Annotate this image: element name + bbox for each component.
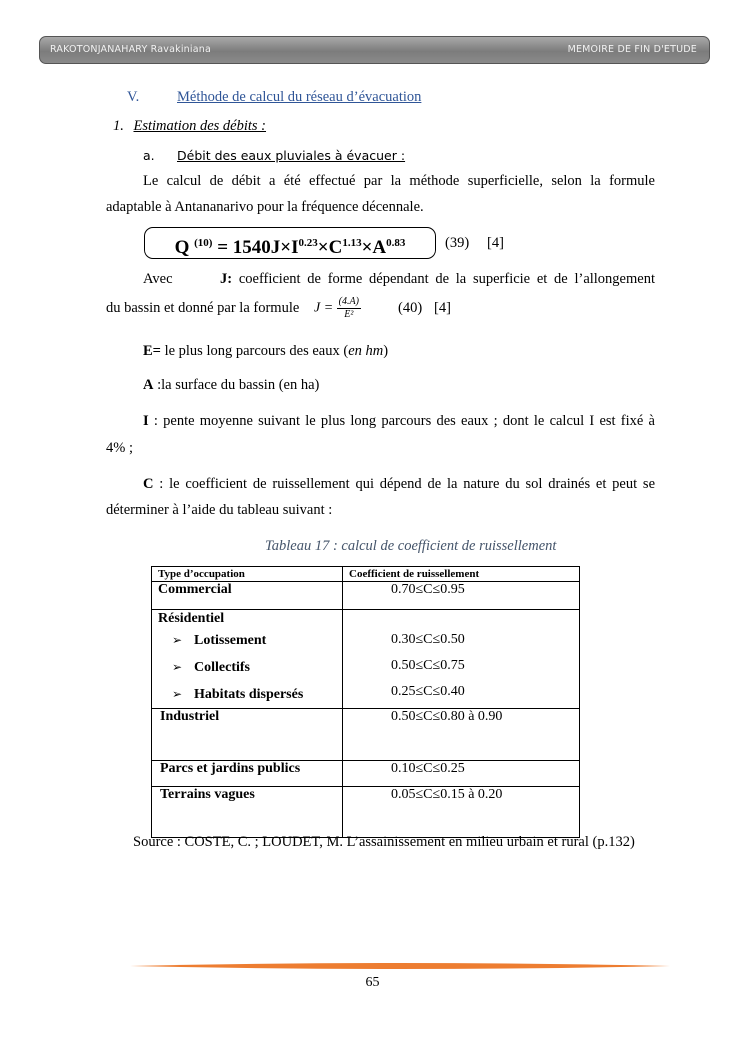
def-j-label: J: [220,271,233,287]
def-c-label: C [143,476,154,492]
table-header-type: Type d’occupation [152,567,343,582]
row-commercial-type: Commercial [152,582,343,610]
row-collectifs-coef: 0.50≤C≤0.75 [391,658,465,673]
formula-40 [314,296,361,321]
def-c-text: : le coefficient de ruissellement qui dépend de la nature du sol drainés et peut se [153,476,655,492]
formula-c: ×C [317,237,343,258]
row-lotissement-label: Lotissement [194,633,267,648]
row-collectifs-type [158,654,334,681]
subsubsection-letter: a. [143,148,155,163]
table-header-coef: Coefficient de ruissellement [343,567,580,582]
table-header-row [152,567,580,582]
row-terrains-coef: 0.05≤C≤0.15 à 0.20 [343,787,580,838]
def-j-line-2: du bassin et donné par la formule [106,300,300,316]
def-a-label: A [143,377,154,393]
def-i-text: : pente moyenne suivant le plus long parcours des eaux ; dont le calcul I est fixé à [148,413,655,429]
def-e-label: E= [143,343,161,359]
row-residentiel-coef [343,610,580,709]
formula-q-exp: (10) [194,237,213,249]
section-number: V. [127,89,140,105]
row-residentiel-label: Résidentiel [158,611,225,626]
bullet-arrow-icon: ➢ [172,660,183,674]
table-row [152,610,580,709]
formula-a: ×A [361,237,387,258]
def-i-line-1 [143,413,655,430]
footer-decoration-line [130,962,670,970]
def-c-line-1 [143,476,655,493]
formula-40-numerator: (4.A) [338,296,359,307]
formula-i-exp: 0.23 [298,237,318,249]
row-habitats-coef: 0.25≤C≤0.40 [391,684,465,699]
header-doc-type: MEMOIRE DE FIN D'ETUDE [567,44,697,55]
row-commercial-coef: 0.70≤C≤0.95 [343,582,580,610]
section-title: Méthode de calcul du réseau d’évacuation [177,89,422,105]
formula-a-exp: 0.83 [386,237,406,249]
formula-eq: = 1540J×I [212,237,299,258]
row-habitats-type [158,681,334,708]
avec-label: Avec [143,271,173,287]
def-c-line-2: déterminer à l’aide du tableau suivant : [106,502,333,518]
def-a [143,377,319,394]
table-source: Source : COSTE, C. ; LOUDET, M. L’assainissement en milieu urbain et rural (p.132) [133,834,635,850]
def-j-text: coefficient de forme dépendant de la superficie et de l’allongement [232,271,655,287]
coefficient-table [151,566,580,838]
formula-c-exp: 1.13 [342,237,362,249]
table-row [152,709,580,761]
header-author: RAKOTONJANAHARY Ravakiniana [50,44,212,55]
intro-line-2: adaptable à Antananarivo pour la fréquence décennale. [106,199,424,215]
row-industriel-coef: 0.50≤C≤0.80 à 0.90 [343,709,580,761]
row-lotissement-coef: 0.30≤C≤0.50 [391,632,465,647]
def-a-text: :la surface du bassin (en ha) [153,377,320,393]
page-header [39,36,710,64]
intro-line-1: Le calcul de débit a été effectué par la méthode superficielle, selon la formule [143,173,655,189]
row-terrains-type: Terrains vagues [152,787,343,838]
row-lotissement-type [158,627,334,654]
formula-q: Q [174,237,195,258]
table-row [152,787,580,838]
formula-39-box [144,227,436,259]
bullet-arrow-icon: ➢ [172,687,183,701]
formula-40-denominator: E² [344,309,354,320]
table-caption: Tableau 17 : calcul de coefficient de ruissellement [265,538,557,554]
section-title-wrap [177,89,421,106]
subsubsection-title: Débit des eaux pluviales à évacuer : [177,148,406,163]
bullet-arrow-icon: ➢ [172,633,183,647]
formula-40-ref: [4] [434,300,451,316]
subsection-number: 1. [113,118,124,134]
formula-40-number: (40) [398,300,423,316]
row-parcs-type: Parcs et jardins publics [152,761,343,787]
row-collectifs-label: Collectifs [194,660,250,675]
def-e-text: le plus long parcours des eaux ( [160,343,349,359]
def-e [143,343,388,360]
formula-40-fraction [337,296,361,321]
def-e-italic: en hm [348,343,384,359]
row-parcs-coef: 0.10≤C≤0.25 [343,761,580,787]
formula-40-lhs: J = [314,300,334,316]
row-habitats-label: Habitats dispersés [194,687,304,702]
row-industriel-type: Industriel [152,709,343,761]
table-row [152,582,580,610]
section-heading [127,89,139,106]
subsection-heading [113,118,266,135]
formula-39-number: (39) [445,235,470,251]
row-residentiel-type [152,610,343,709]
subsection-title: Estimation des débits : [133,118,267,134]
def-i-line-2: 4% ; [106,440,133,456]
def-e-close: ) [383,343,389,359]
formula-39-ref: [4] [487,235,504,251]
def-j-line-1 [220,271,655,288]
def-i-label: I [143,413,149,429]
table-row [152,761,580,787]
page-number: 65 [365,975,380,990]
